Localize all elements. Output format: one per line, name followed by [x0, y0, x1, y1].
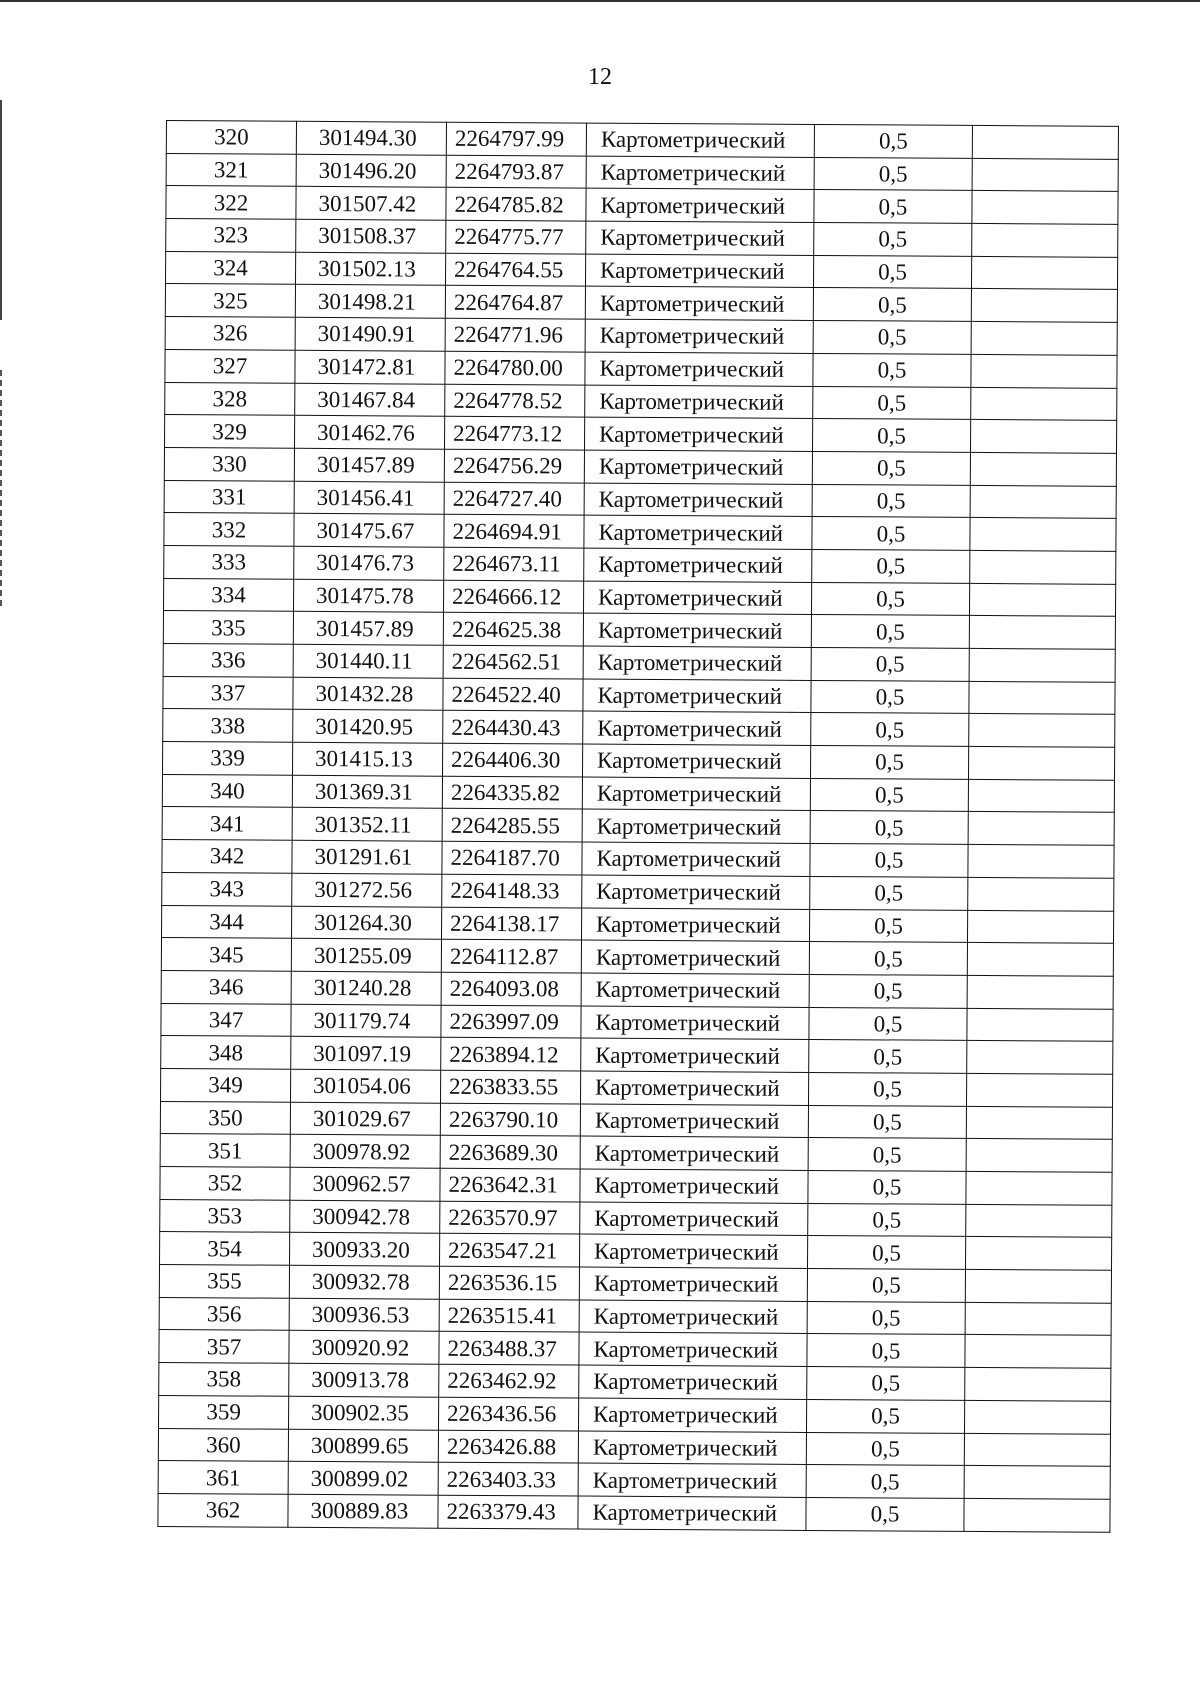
method-cell: Картометрический	[582, 842, 810, 876]
method-cell: Картометрический	[580, 1136, 808, 1170]
method-cell: Картометрический	[580, 1202, 808, 1236]
y-coordinate-cell: 2264335.82	[442, 776, 582, 810]
accuracy-cell: 0,5	[813, 255, 971, 289]
y-coordinate-cell: 2264562.51	[443, 645, 583, 679]
point-number-cell: 339	[163, 742, 293, 775]
empty-cell	[971, 354, 1117, 388]
method-cell: Картометрический	[585, 319, 813, 353]
y-coordinate-cell: 2264285.55	[442, 809, 582, 843]
point-number-cell: 360	[158, 1428, 288, 1461]
accuracy-cell: 0,5	[808, 1105, 966, 1139]
empty-cell	[969, 616, 1115, 650]
method-cell: Картометрический	[583, 613, 811, 647]
x-coordinate-cell: 300932.78	[289, 1265, 439, 1299]
point-number-cell: 352	[160, 1166, 290, 1199]
accuracy-cell: 0,5	[808, 1203, 966, 1237]
point-number-cell: 330	[164, 447, 294, 480]
empty-cell	[968, 812, 1114, 846]
x-coordinate-cell: 301440.11	[293, 644, 443, 678]
accuracy-cell: 0,5	[811, 647, 969, 681]
point-number-cell: 321	[166, 153, 296, 186]
accuracy-cell: 0,5	[810, 844, 968, 878]
y-coordinate-cell: 2264625.38	[443, 613, 583, 647]
empty-cell	[967, 943, 1113, 977]
method-cell: Картометрический	[582, 809, 810, 843]
point-number-cell: 361	[158, 1461, 288, 1494]
x-coordinate-cell: 300936.53	[289, 1298, 439, 1332]
x-coordinate-cell: 301498.21	[295, 285, 445, 319]
point-number-cell: 351	[160, 1134, 290, 1167]
y-coordinate-cell: 2263790.10	[440, 1103, 580, 1137]
point-number-cell: 334	[164, 578, 294, 611]
point-number-cell: 341	[162, 807, 292, 840]
point-number-cell: 356	[159, 1297, 289, 1330]
y-coordinate-cell: 2263689.30	[440, 1136, 580, 1170]
empty-cell	[965, 1335, 1111, 1369]
method-cell: Картометрический	[583, 581, 811, 615]
y-coordinate-cell: 2264797.99	[446, 122, 586, 156]
method-cell: Картометрический	[583, 711, 811, 745]
method-cell: Картометрический	[585, 254, 813, 288]
empty-cell	[968, 845, 1114, 879]
accuracy-cell: 0,5	[807, 1269, 965, 1303]
y-coordinate-cell: 2264138.17	[441, 907, 581, 941]
point-number-cell: 357	[159, 1330, 289, 1363]
point-number-cell: 335	[163, 611, 293, 644]
accuracy-cell: 0,5	[806, 1465, 964, 1499]
point-number-cell: 320	[166, 121, 296, 154]
point-number-cell: 345	[161, 938, 291, 971]
empty-cell	[966, 1171, 1112, 1205]
x-coordinate-cell: 301472.81	[295, 350, 445, 384]
point-number-cell: 326	[165, 317, 295, 350]
empty-cell	[967, 910, 1113, 944]
y-coordinate-cell: 2264778.52	[445, 384, 585, 418]
method-cell: Картометрический	[585, 385, 813, 419]
point-number-cell: 354	[160, 1232, 290, 1265]
x-coordinate-cell: 301457.89	[293, 612, 443, 646]
method-cell: Картометрический	[583, 646, 811, 680]
accuracy-cell: 0,5	[809, 909, 967, 943]
empty-cell	[966, 1139, 1112, 1173]
accuracy-cell: 0,5	[806, 1432, 964, 1466]
accuracy-cell: 0,5	[809, 942, 967, 976]
x-coordinate-cell: 301475.78	[293, 579, 443, 613]
accuracy-cell: 0,5	[813, 321, 971, 355]
accuracy-cell: 0,5	[810, 811, 968, 845]
y-coordinate-cell: 2263379.43	[438, 1495, 578, 1529]
y-coordinate-cell: 2264771.96	[445, 318, 585, 352]
point-number-cell: 349	[161, 1068, 291, 1101]
method-cell: Картометрический	[585, 352, 813, 386]
accuracy-cell: 0,5	[809, 1007, 967, 1041]
accuracy-cell: 0,5	[809, 1040, 967, 1074]
accuracy-cell: 0,5	[813, 353, 971, 387]
empty-cell	[969, 714, 1115, 748]
empty-cell	[972, 223, 1118, 257]
empty-cell	[965, 1368, 1111, 1402]
y-coordinate-cell: 2263436.56	[439, 1397, 579, 1431]
scan-top-edge	[0, 0, 1200, 2]
method-cell: Картометрический	[586, 156, 814, 190]
table-row	[158, 1493, 1110, 1532]
point-number-cell: 332	[164, 513, 294, 546]
x-coordinate-cell: 301476.73	[294, 546, 444, 580]
empty-cell	[969, 648, 1115, 682]
accuracy-cell: 0,5	[814, 223, 972, 257]
accuracy-cell: 0,5	[812, 517, 970, 551]
point-number-cell: 358	[159, 1363, 289, 1396]
empty-cell	[965, 1302, 1111, 1336]
method-cell: Картометрический	[581, 973, 809, 1007]
accuracy-cell: 0,5	[812, 451, 970, 485]
x-coordinate-cell: 300899.02	[288, 1461, 438, 1495]
empty-cell	[970, 485, 1116, 519]
accuracy-cell: 0,5	[813, 288, 971, 322]
accuracy-cell: 0,5	[806, 1497, 964, 1531]
x-coordinate-cell: 300902.35	[289, 1396, 439, 1430]
x-coordinate-cell: 300933.20	[290, 1233, 440, 1267]
empty-cell	[972, 158, 1118, 192]
y-coordinate-cell: 2264187.70	[442, 841, 582, 875]
method-cell: Картометрический	[586, 123, 814, 157]
x-coordinate-cell: 300920.92	[289, 1331, 439, 1365]
accuracy-cell: 0,5	[806, 1399, 964, 1433]
x-coordinate-cell: 301502.13	[295, 252, 445, 286]
method-cell: Картометрический	[586, 221, 814, 255]
x-coordinate-cell: 301490.91	[295, 317, 445, 351]
empty-cell	[965, 1237, 1111, 1271]
y-coordinate-cell: 2263894.12	[441, 1037, 581, 1071]
point-number-cell: 348	[161, 1036, 291, 1069]
point-number-cell: 353	[160, 1199, 290, 1232]
method-cell: Картометрический	[581, 1006, 809, 1040]
y-coordinate-cell: 2264430.43	[443, 711, 583, 745]
y-coordinate-cell: 2264793.87	[446, 155, 586, 189]
y-coordinate-cell: 2264780.00	[445, 351, 585, 385]
method-cell: Картометрический	[581, 908, 809, 942]
method-cell: Картометрический	[585, 287, 813, 321]
empty-cell	[964, 1433, 1110, 1467]
y-coordinate-cell: 2264773.12	[444, 416, 584, 450]
point-number-cell: 323	[166, 219, 296, 252]
empty-cell	[968, 877, 1114, 911]
method-cell: Картометрический	[578, 1463, 806, 1497]
method-cell: Картометрический	[579, 1365, 807, 1399]
y-coordinate-cell: 2263570.97	[440, 1201, 580, 1235]
x-coordinate-cell: 301029.67	[290, 1102, 440, 1136]
empty-cell	[967, 1041, 1113, 1075]
x-coordinate-cell: 301456.41	[294, 481, 444, 515]
empty-cell	[968, 779, 1114, 813]
x-coordinate-cell: 301494.30	[296, 121, 446, 155]
x-coordinate-cell: 301369.31	[292, 775, 442, 809]
y-coordinate-cell: 2264785.82	[446, 188, 586, 222]
accuracy-cell: 0,5	[811, 680, 969, 714]
y-coordinate-cell: 2264727.40	[444, 482, 584, 516]
y-coordinate-cell: 2264756.29	[444, 449, 584, 483]
method-cell: Картометрический	[579, 1300, 807, 1334]
x-coordinate-cell: 301179.74	[291, 1004, 441, 1038]
empty-cell	[970, 420, 1116, 454]
point-number-cell: 325	[165, 284, 295, 317]
y-coordinate-cell: 2263642.31	[440, 1168, 580, 1202]
y-coordinate-cell: 2263536.15	[439, 1266, 579, 1300]
accuracy-cell: 0,5	[808, 1138, 966, 1172]
method-cell: Картометрический	[584, 548, 812, 582]
point-number-cell: 340	[162, 774, 292, 807]
method-cell: Картометрический	[583, 679, 811, 713]
point-number-cell: 343	[162, 872, 292, 905]
empty-cell	[971, 256, 1117, 290]
empty-cell	[967, 1008, 1113, 1042]
x-coordinate-cell: 300962.57	[290, 1167, 440, 1201]
y-coordinate-cell: 2263462.92	[439, 1364, 579, 1398]
method-cell: Картометрический	[584, 417, 812, 451]
y-coordinate-cell: 2263488.37	[439, 1332, 579, 1366]
point-number-cell: 359	[159, 1395, 289, 1428]
method-cell: Картометрический	[581, 940, 809, 974]
y-coordinate-cell: 2264148.33	[442, 874, 582, 908]
x-coordinate-cell: 301240.28	[291, 971, 441, 1005]
method-cell: Картометрический	[582, 744, 810, 778]
x-coordinate-cell: 301352.11	[292, 808, 442, 842]
x-coordinate-cell: 300978.92	[290, 1135, 440, 1169]
accuracy-cell: 0,5	[807, 1367, 965, 1401]
x-coordinate-cell: 301507.42	[296, 187, 446, 221]
method-cell: Картометрический	[579, 1398, 807, 1432]
point-number-cell: 347	[161, 1003, 291, 1036]
accuracy-cell: 0,5	[810, 778, 968, 812]
empty-cell	[972, 191, 1118, 225]
accuracy-cell: 0,5	[811, 713, 969, 747]
empty-cell	[969, 583, 1115, 617]
method-cell: Картометрический	[586, 188, 814, 222]
empty-cell	[971, 387, 1117, 421]
accuracy-cell: 0,5	[811, 582, 969, 616]
accuracy-cell: 0,5	[813, 386, 971, 420]
x-coordinate-cell: 300913.78	[289, 1363, 439, 1397]
y-coordinate-cell: 2263426.88	[438, 1430, 578, 1464]
x-coordinate-cell: 301272.56	[292, 873, 442, 907]
method-cell: Картометрический	[579, 1332, 807, 1366]
y-coordinate-cell: 2264666.12	[443, 580, 583, 614]
accuracy-cell: 0,5	[812, 419, 970, 453]
x-coordinate-cell: 301432.28	[293, 677, 443, 711]
coordinates-table-body	[158, 121, 1119, 1532]
x-coordinate-cell: 301462.76	[294, 415, 444, 449]
x-coordinate-cell: 300899.65	[288, 1429, 438, 1463]
method-cell: Картометрический	[580, 1169, 808, 1203]
y-coordinate-cell: 2264112.87	[441, 939, 581, 973]
y-coordinate-cell: 2263515.41	[439, 1299, 579, 1333]
point-number-cell: 333	[164, 545, 294, 578]
accuracy-cell: 0,5	[808, 1072, 966, 1106]
point-number-cell: 336	[163, 643, 293, 676]
x-coordinate-cell: 301097.19	[291, 1037, 441, 1071]
point-number-cell: 337	[163, 676, 293, 709]
empty-cell	[964, 1498, 1110, 1532]
accuracy-cell: 0,5	[812, 484, 970, 518]
x-coordinate-cell: 300889.83	[288, 1494, 438, 1528]
y-coordinate-cell: 2264764.87	[445, 286, 585, 320]
empty-cell	[964, 1400, 1110, 1434]
x-coordinate-cell: 301467.84	[295, 383, 445, 417]
y-coordinate-cell: 2264673.11	[444, 547, 584, 581]
x-coordinate-cell: 301291.61	[292, 840, 442, 874]
coordinates-table	[157, 120, 1119, 1532]
x-coordinate-cell: 300942.78	[290, 1200, 440, 1234]
x-coordinate-cell: 301415.13	[293, 742, 443, 776]
empty-cell	[964, 1466, 1110, 1500]
y-coordinate-cell: 2264764.55	[445, 253, 585, 287]
accuracy-cell: 0,5	[807, 1301, 965, 1335]
empty-cell	[966, 1106, 1112, 1140]
point-number-cell: 350	[160, 1101, 290, 1134]
point-number-cell: 331	[164, 480, 294, 513]
empty-cell	[972, 125, 1118, 159]
point-number-cell: 328	[165, 382, 295, 415]
method-cell: Картометрический	[584, 450, 812, 484]
scan-left-edge-dashed	[0, 370, 2, 610]
y-coordinate-cell: 2264093.08	[441, 972, 581, 1006]
method-cell: Картометрический	[584, 483, 812, 517]
accuracy-cell: 0,5	[809, 974, 967, 1008]
empty-cell	[970, 452, 1116, 486]
method-cell: Картометрический	[580, 1234, 808, 1268]
point-number-cell: 346	[161, 970, 291, 1003]
y-coordinate-cell: 2263547.21	[440, 1234, 580, 1268]
point-number-cell: 338	[163, 709, 293, 742]
accuracy-cell: 0,5	[810, 746, 968, 780]
method-cell: Картометрический	[584, 515, 812, 549]
empty-cell	[968, 746, 1114, 780]
accuracy-cell: 0,5	[811, 615, 969, 649]
accuracy-cell: 0,5	[808, 1170, 966, 1204]
accuracy-cell: 0,5	[810, 876, 968, 910]
scan-left-edge	[0, 100, 2, 320]
empty-cell	[971, 322, 1117, 356]
empty-cell	[965, 1269, 1111, 1303]
point-number-cell: 327	[165, 349, 295, 382]
empty-cell	[969, 681, 1115, 715]
accuracy-cell: 0,5	[812, 549, 970, 583]
y-coordinate-cell: 2263403.33	[438, 1462, 578, 1496]
point-number-cell: 329	[165, 415, 295, 448]
y-coordinate-cell: 2264775.77	[446, 220, 586, 254]
method-cell: Картометрический	[580, 1104, 808, 1138]
y-coordinate-cell: 2263833.55	[441, 1070, 581, 1104]
empty-cell	[971, 289, 1117, 323]
point-number-cell: 342	[162, 840, 292, 873]
x-coordinate-cell: 301508.37	[296, 219, 446, 253]
point-number-cell: 355	[159, 1265, 289, 1298]
point-number-cell: 362	[158, 1493, 288, 1526]
y-coordinate-cell: 2264694.91	[444, 514, 584, 548]
method-cell: Картометрический	[581, 1038, 809, 1072]
empty-cell	[970, 550, 1116, 584]
method-cell: Картометрический	[580, 1071, 808, 1105]
point-number-cell: 322	[166, 186, 296, 219]
method-cell: Картометрический	[578, 1496, 806, 1530]
empty-cell	[966, 1204, 1112, 1238]
empty-cell	[967, 975, 1113, 1009]
empty-cell	[966, 1073, 1112, 1107]
empty-cell	[970, 518, 1116, 552]
accuracy-cell: 0,5	[807, 1236, 965, 1270]
point-number-cell: 344	[162, 905, 292, 938]
y-coordinate-cell: 2264522.40	[443, 678, 583, 712]
x-coordinate-cell: 301255.09	[291, 938, 441, 972]
accuracy-cell: 0,5	[814, 190, 972, 224]
x-coordinate-cell: 301457.89	[294, 448, 444, 482]
accuracy-cell: 0,5	[807, 1334, 965, 1368]
x-coordinate-cell: 301420.95	[293, 710, 443, 744]
accuracy-cell: 0,5	[814, 157, 972, 191]
y-coordinate-cell: 2264406.30	[442, 743, 582, 777]
y-coordinate-cell: 2263997.09	[441, 1005, 581, 1039]
method-cell: Картометрический	[579, 1267, 807, 1301]
method-cell: Картометрический	[582, 777, 810, 811]
x-coordinate-cell: 301475.67	[294, 514, 444, 548]
page-number: 12	[588, 64, 612, 90]
method-cell: Картометрический	[578, 1431, 806, 1465]
x-coordinate-cell: 301496.20	[296, 154, 446, 188]
accuracy-cell: 0,5	[814, 124, 972, 158]
x-coordinate-cell: 301054.06	[291, 1069, 441, 1103]
point-number-cell: 324	[165, 251, 295, 284]
method-cell: Картометрический	[582, 875, 810, 909]
x-coordinate-cell: 301264.30	[292, 906, 442, 940]
